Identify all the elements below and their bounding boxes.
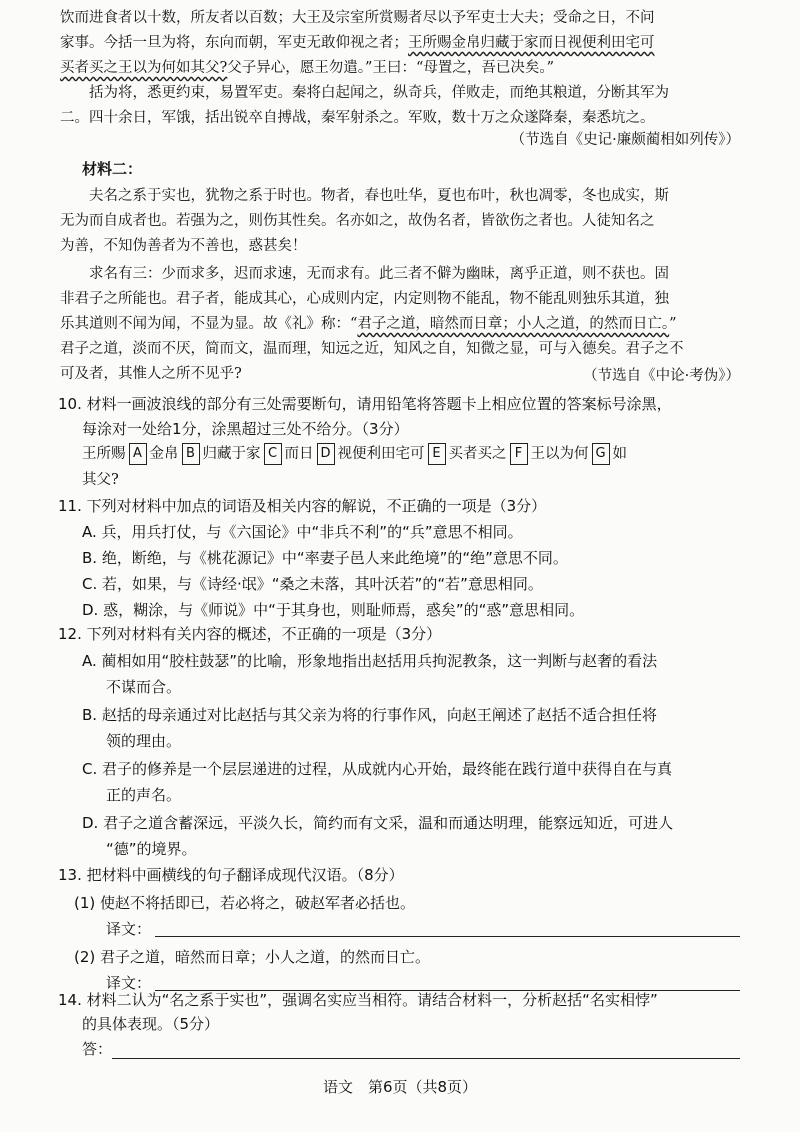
segment: 如 [612, 446, 627, 462]
q10-stem-line1: 10. 材料一画波浪线的部分有三处需要断句，请用铅笔将答题卡上相应位置的答案标号涂黑， [58, 395, 672, 413]
q12-option-a: A. 蔺相如用“胶柱鼓瑟”的比喻，形象地指出赵括用兵拘泥教条，这一判断与赵奢的看法 [82, 652, 658, 670]
segment: 买者买之 [448, 446, 507, 462]
q13-sentence-2: (2) 君子之道，暗然而日章；小人之道，的然而日亡。 [74, 948, 431, 966]
q11-option-d: D. 惑，糊涂，与《师说》中“于其身也，则耻师焉，惑矣”的“惑”意思相同。 [82, 601, 585, 619]
wavy-underlined-text-2: 买者买之王以为何如其父? [60, 60, 228, 76]
material2-source: （节选自《中论·考伪》） [583, 368, 740, 384]
closing-quote: ” [669, 316, 677, 332]
q12-option-d: D. 君子之道含蓄深远，平淡久长，简约而有文采，温和而通达明理，能察远知近，可进人 [82, 814, 674, 832]
q12-option-c: C. 君子的修养是一个层层递进的过程，从成就内心开始，最终能在践行道中获得自在与真 [82, 760, 673, 778]
underlined-sentence: 君子之道，暗然而日章；小人之道，的然而日亡。 [357, 316, 670, 332]
q13-stem: 13. 把材料中画横线的句子翻译成现代汉语。（8分） [58, 866, 404, 884]
q12-stem: 12. 下列对材料有关内容的概述，不正确的一项是（3分） [58, 625, 442, 643]
segment: 金帛 [149, 446, 179, 462]
material2-heading: 材料二： [82, 160, 143, 178]
q11-option-c: C. 若，如果，与《诗经·氓》“桑之未落，其叶沃若”的“若”意思相同。 [82, 575, 543, 593]
q12-option-b-cont: 领的理由。 [106, 732, 182, 750]
q11-option-b: B. 绝，断绝，与《桃花源记》中“率妻子邑人来此绝境”的“绝”意思不同。 [82, 549, 568, 567]
answer-box-g[interactable]: G [592, 443, 610, 465]
segment: 王所赐 [82, 446, 126, 462]
answer-box-f[interactable]: F [510, 443, 528, 465]
page-footer: 语文 第6页（共8页） [322, 1078, 478, 1096]
q12-option-a-cont: 不谋而合。 [106, 678, 182, 696]
q13-answer-line-1[interactable] [155, 936, 740, 937]
q12-option-d-cont: “德”的境界。 [106, 840, 197, 858]
q14-answer-line[interactable] [112, 1058, 740, 1059]
material1-line3 [60, 56, 748, 81]
q14-answer-label: 答： [82, 1040, 113, 1058]
segment: 归藏于家 [202, 446, 261, 462]
segment: 视便利田宅可 [337, 446, 425, 462]
material2-p2-line3-text: 乐其道则不闻为闻，不显为显。故《礼》称：“ [60, 316, 358, 332]
q14-stem-line2: 的具体表现。（5分） [82, 1015, 220, 1033]
q12-option-b: B. 赵括的母亲通过对比赵括与其父亲为将的行事作风，向赵王阐述了赵括不适合担任将 [82, 706, 657, 724]
q13-translation-label-2: 译文： [106, 974, 152, 992]
material1-p2-line1: 括为将，悉更约束，易置军吏。秦将白起闻之，纵奇兵，佯败走，而绝其粮道，分断其军为 [89, 85, 669, 101]
answer-box-c[interactable]: C [264, 443, 282, 465]
material2-p2-line3 [60, 312, 748, 337]
material2-p2-line2: 非君子之所能也。君子者，能成其心，心成则内定，内定则物不能乱，物不能乱则独乐其道，独 [60, 291, 669, 307]
q11-stem: 11. 下列对材料中加点的词语及相关内容的解说，不正确的一项是（3分） [58, 497, 547, 515]
q13-translation-label-1: 译文： [106, 920, 152, 938]
segment: 王以为何 [530, 446, 589, 462]
wavy-underlined-text: 王所赐金帛归藏于家而日视便利田宅可 [408, 35, 655, 51]
material2-p1-line3: 为善，不知伪善者为不善也，惑甚矣！ [60, 238, 307, 254]
material1-p2-line2: 二。四十余日，军饿，括出锐卒自搏战，秦军射杀之。军败，数十万之众遂降秦，秦悉坑之。 [60, 110, 655, 126]
material2-p2-line5: 可及者，其惟人之所不见乎? [60, 366, 242, 382]
material2-p2-line4: 君子之道，淡而不厌，简而文，温而理，知远之近，知风之自，知微之显，可与入德矣。君子之不 [60, 341, 684, 357]
q10-tail: 其父? [82, 472, 119, 488]
q12-option-c-cont: 正的声名。 [106, 786, 182, 804]
material1-line2-text: 家事。今括一旦为将，东向而朝，军吏无敢仰视之者； [60, 35, 408, 51]
q14-stem-line1: 14. 材料二认为“名之系于实也”，强调名实应当相符。请结合材料一，分析赵括“名实相悖” [58, 991, 658, 1009]
material2-p2-line1: 求名有三：少而求多，迟而求速，无而求有。此三者不僻为幽昧，离乎正道，则不获也。固 [89, 266, 669, 282]
answer-box-d[interactable]: D [317, 443, 335, 465]
answer-box-a[interactable]: A [129, 443, 147, 465]
material1-line1: 饮而进食者以十数，所友者以百数；大王及宗室所赏赐者尽以予军吏士大夫；受命之日，不问 [60, 10, 655, 26]
q10-segments [82, 440, 750, 468]
material1-line3-text: 父子异心，愿王勿遣。”王曰：“母置之，吾已决矣。” [227, 60, 555, 76]
q13-sentence-1: (1) 使赵不将括即已，若必将之，破赵军者必括也。 [74, 894, 416, 912]
q10-stem-line2: 每涂对一处给1分，涂黑超过三处不给分。（3分） [82, 420, 409, 438]
material2-p1-line2: 无为而自成者也。若强为之，则伤其性矣。名亦如之，故伪名者，皆欲伤之者也。人徒知名之 [60, 213, 655, 229]
material1-line2 [60, 31, 748, 56]
answer-box-e[interactable]: E [428, 443, 446, 465]
material2-p1-line1: 夫名之系于实也，犹物之系于时也。物者，春也吐华，夏也布叶，秋也凋零，冬也成实，斯 [89, 188, 669, 204]
segment: 而日 [284, 446, 314, 462]
answer-box-b[interactable]: B [182, 443, 200, 465]
q11-option-a: A. 兵，用兵打仗，与《六国论》中“非兵不利”的“兵”意思不相同。 [82, 523, 523, 541]
material1-source: （节选自《史记·廉颇蔺相如列传》） [510, 132, 740, 148]
